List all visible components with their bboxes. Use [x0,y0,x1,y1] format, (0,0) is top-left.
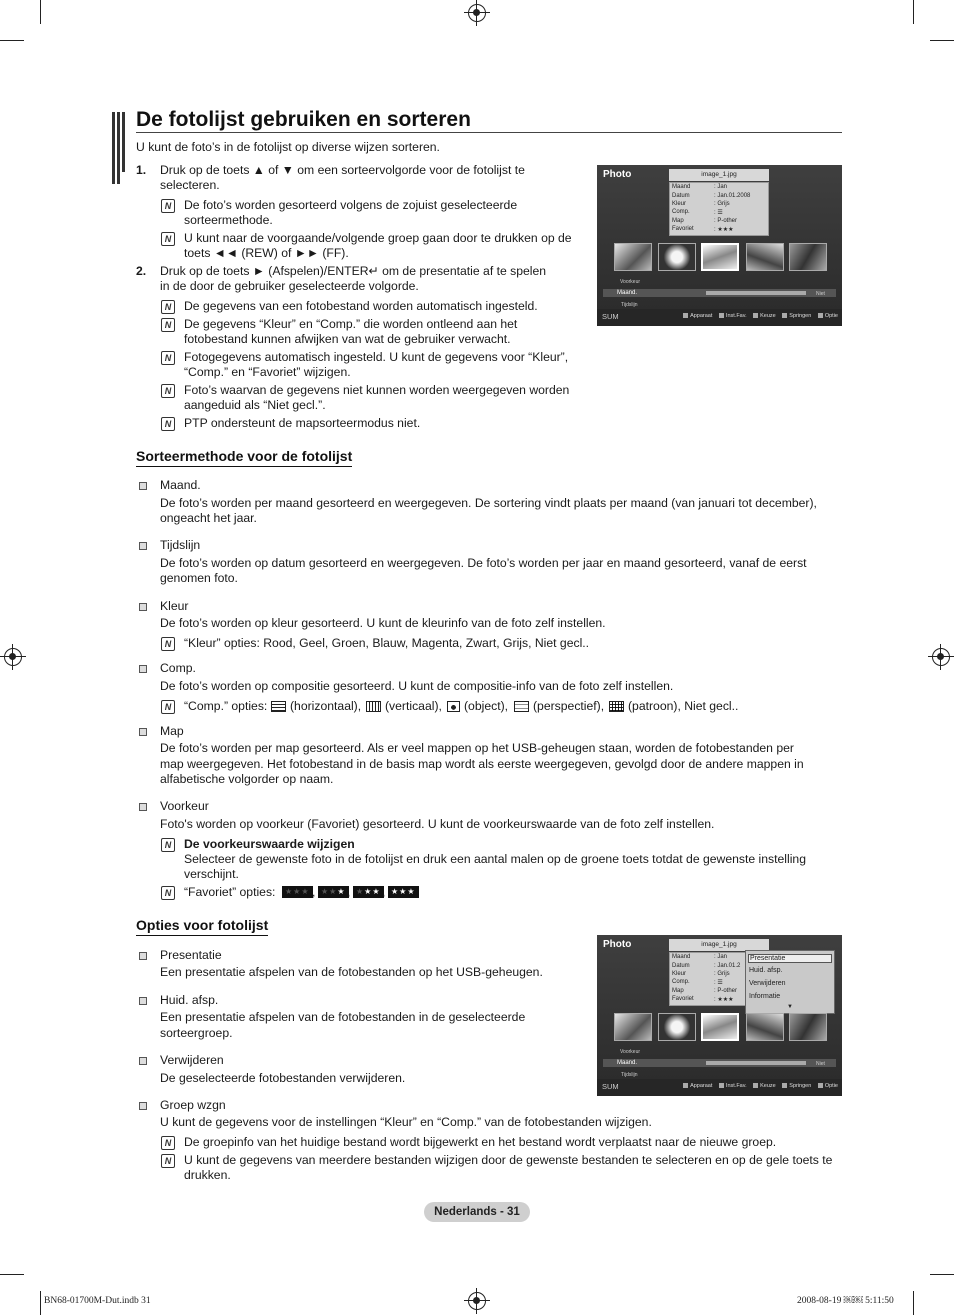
tv-title: Photo [603,169,632,180]
item-text: map weergegeven. Het fotobestand in de basis map wordt als eerste weergegeven, gevolgd door de andere mappen in [160,757,804,771]
crop-mark [0,40,24,41]
item-text: De foto’s worden per maand gesorteerd en weergegeven. De sortering vindt plaats per maand (van januari tot december), [160,496,817,510]
item-name: Map [160,724,184,738]
object-composition-icon [447,701,460,712]
crop-mark [40,1291,41,1315]
note-icon: N [161,637,175,651]
info-value: : P-other [714,218,738,224]
note-icon: N [161,1136,175,1150]
note-text: “Comp.” en “Favoriet” wijzigen. [184,365,351,379]
registration-mark-icon [932,648,950,666]
favorite-rating-1: ★★★ [318,886,349,898]
tv-filename: image_1.jpg [669,939,769,951]
photo-thumbnail[interactable] [746,1013,784,1041]
photo-thumbnail-selected[interactable] [701,1013,739,1041]
crop-mark [0,1274,24,1275]
bullet-square [139,1102,147,1110]
note-text: “Kleur” opties: Rood, Geel, Groen, Blauw, Magenta, Zwart, Grijs, Niet gecl.. [184,636,590,650]
note-text: (object), [464,699,509,713]
note-text: (verticaal), [385,699,442,713]
menu-item-huid-afsp[interactable]: Huid. afsp. [749,967,783,974]
item-text: Een presentatie afspelen van de fotobestanden op het USB-geheugen. [160,965,543,979]
note-text: (horizontaal), [290,699,362,713]
sort-label-current: Maand. [617,1060,638,1066]
info-value: : ☰ [714,210,723,216]
step-text: selecteren. [160,178,220,192]
info-key: Maand [672,184,691,190]
info-value: : Jan.01.2 [714,963,741,969]
step-number: 1. [136,163,147,177]
note-text: sorteermethode. [184,213,273,227]
photo-thumbnail[interactable] [789,1013,827,1041]
info-value: : Jan [714,184,728,190]
crop-mark [930,1274,954,1275]
info-key: Datum [672,193,690,199]
favorite-rating-2: ★★★ [353,886,384,898]
item-name: Maand. [160,478,201,492]
photo-thumbnail[interactable] [746,243,784,271]
sort-bar [603,1059,836,1067]
note-icon: N [161,199,175,213]
item-name: Verwijderen [160,1053,224,1067]
legend-item: Keuze [760,313,776,319]
crop-mark [913,0,914,24]
legend-item: Keuze [760,1083,776,1089]
note-text: Selecteer de gewenste foto in de fotolijst en druk een aantal malen op de groene toets totdat de gewenste instelling [184,852,806,866]
info-value: : ★★★ [714,227,734,233]
title-rule [136,132,842,133]
menu-item-informatie[interactable]: Informatie [749,993,781,1000]
item-text: U kunt de gegevens voor de instellingen “Kleur” en “Comp.” van de fotobestanden wijzigen. [160,1115,652,1129]
note-icon: N [161,300,175,314]
note-text: Foto’s waarvan de gegevens niet kunnen worden weergegeven worden [184,383,570,397]
bullet-square [139,728,147,736]
info-key: Map [672,218,684,224]
perspective-composition-icon [514,701,529,712]
note-text: aangeduid als “Niet gecl.”. [184,398,326,412]
note-icon: N [161,1154,175,1168]
info-key: Maand [672,954,691,960]
tv-screen-photo-list [597,165,842,326]
info-key: Comp. [672,979,690,985]
page-number-badge: Nederlands - 31 [424,1202,530,1222]
note-text: De gegevens van een fotobestand worden automatisch ingesteld. [184,299,538,313]
pattern-composition-icon [609,701,624,712]
item-text: De foto’s worden op kleur gesorteerd. U kunt de kleurinfo van de foto zelf instellen. [160,616,606,630]
note-text: verschijnt. [184,867,239,881]
step-number: 2. [136,264,147,278]
info-key: Kleur [672,201,687,207]
photo-thumbnail[interactable] [658,243,696,271]
item-name: Huid. afsp. [160,993,219,1007]
sort-label-next: Niet [816,1061,825,1067]
sort-bar [603,289,836,297]
note-text: fotobestand kunnen afwijken van wat de gebruiker verwacht. [184,332,511,346]
item-text: genomen foto. [160,571,238,585]
note-icon: N [161,417,175,431]
note-heading: De voorkeurswaarde wijzigen [184,837,355,851]
note-icon: N [161,232,175,246]
note-text: (perspectief), [533,699,605,713]
info-key: Map [672,988,684,994]
note-text: drukken. [184,1168,231,1182]
photo-thumbnail-selected[interactable] [701,243,739,271]
tv-legend [678,1083,838,1089]
legend-item: Springen [789,1083,812,1089]
info-key: Kleur [672,971,687,977]
item-text: De foto’s worden op compositie gesorteerd. U kunt de compositie-info van de foto zelf instellen. [160,679,674,693]
tv-bottom-bar [597,309,842,326]
footer-date-info: 2008-08-19 ￼￼ 5:11:50 [797,1296,894,1306]
note-text: “Comp.” opties: [184,699,268,713]
horizontal-composition-icon [271,701,286,712]
chevron-down-icon[interactable]: ▼ [787,1004,793,1010]
legend-item: Inst.Fav. [725,1083,747,1089]
note-text: De groepinfo van het huidige bestand wordt bijgewerkt en het bestand wordt verplaatst naar de nieuwe groep. [184,1135,777,1149]
section-title: Opties voor fotolijst [136,917,269,933]
tv-screen-options [597,935,842,1096]
sum-label: SUM [602,312,619,321]
legend-item: Inst.Fav. [725,313,747,319]
legend-item: Optie [824,1083,838,1089]
item-name: Comp. [160,661,196,675]
item-text: De foto’s worden per map gesorteerd. Als er veel mappen op het USB-geheugen staan, worden de fotobestanden per [160,741,794,755]
info-value: : Jan [714,954,728,960]
sort-label-next: Niet [816,291,825,297]
photo-thumbnail[interactable] [614,243,652,271]
favorite-rating-0: ★★★ [282,886,313,898]
item-name: Groep wzgn [160,1098,226,1112]
legend-item: Springen [789,313,812,319]
photo-thumbnail[interactable] [614,1013,652,1041]
tv-legend [678,313,838,319]
crop-mark [930,40,954,41]
note-icon: N [161,838,175,852]
legend-item: Apparaat [690,1083,713,1089]
intro-text: U kunt de foto’s in de fotolijst op diverse wijzen sorteren. [136,140,440,154]
sort-label: Tijdslijn [621,302,638,308]
tv-bottom-bar [597,1079,842,1096]
separator: , [312,885,316,899]
options-menu[interactable] [745,950,835,1014]
note-text: (patroon), Niet gecl.. [628,699,739,713]
sort-label: Voorkeur [620,1049,641,1055]
info-key: Favoriet [672,226,694,232]
footer-file-info: BN68-01700M-Dut.indb 31 [44,1296,151,1306]
item-name: Kleur [160,599,189,613]
note-text: U kunt naar de voorgaande/volgende groep gaan door te drukken op de [184,231,572,245]
tv-info-panel [669,182,769,236]
favorite-rating-3: ★★★ [388,886,419,898]
sum-label: SUM [602,1082,619,1091]
note-text: Fotogegevens automatisch ingesteld. U kunt de gegevens voor “Kleur”, [184,350,569,364]
legend-item: Optie [824,313,838,319]
step-text: in de door de gebruiker geselecteerde volgorde. [160,279,419,293]
crop-mark [40,0,41,24]
sort-label: Tijdslijn [621,1072,638,1078]
registration-mark-icon [468,4,486,22]
bullet-square [139,665,147,673]
note-text: toets ◄◄ (REW) of ►► (FF). [184,246,349,260]
note-icon: N [161,318,175,332]
info-value: : Grijs [714,971,730,977]
item-text: ongeacht het jaar. [160,511,257,525]
section-title: Sorteermethode voor de fotolijst [136,448,353,464]
info-key: Favoriet [672,996,694,1002]
note-icon: N [161,351,175,365]
info-value: : ★★★ [714,997,734,1003]
item-text: Een presentatie afspelen van de fotobestanden in de geselecteerde [160,1010,526,1024]
note-text: PTP ondersteunt de mapsorteermodus niet. [184,416,421,430]
bullet-square [139,952,147,960]
legend-item: Apparaat [690,313,713,319]
item-name: Voorkeur [160,799,209,813]
separator: , [382,885,386,899]
step-text: Druk op de toets ► (Afspelen)/ENTER↵ om de presentatie af te spelen [160,264,547,278]
registration-mark-icon [4,648,22,666]
sort-label-current: Maand. [617,290,638,296]
info-value: : Jan.01.2008 [714,193,751,199]
menu-item-presentatie[interactable]: Presentatie [748,954,832,963]
info-key: Comp. [672,209,690,215]
crop-mark [913,1291,914,1315]
item-name: Presentatie [160,948,222,962]
page-title: De fotolijst gebruiken en sorteren [136,108,471,131]
note-text: De gegevens “Kleur” en “Comp.” die worden ontleend aan het [184,317,518,331]
tv-filename: image_1.jpg [669,169,769,181]
vertical-composition-icon [366,701,381,712]
separator: , [347,885,351,899]
sort-label: Voorkeur [620,279,641,285]
bullet-square [139,803,147,811]
item-text: De geselecteerde fotobestanden verwijderen. [160,1071,406,1085]
bullet-square [139,1057,147,1065]
info-value: : ☰ [714,980,723,986]
info-key: Datum [672,963,690,969]
note-icon: N [161,700,175,714]
photo-thumbnail[interactable] [789,243,827,271]
item-text: sorteergroep. [160,1026,233,1040]
registration-mark-icon [468,1292,486,1310]
bullet-square [139,997,147,1005]
item-text: alfabetische volgorder op naam. [160,772,334,786]
note-icon: N [161,384,175,398]
note-icon: N [161,886,175,900]
item-text: Foto's worden op voorkeur (Favoriet) gesorteerd. U kunt de voorkeurswaarde van de foto zelf instellen. [160,817,715,831]
note-text: “Favoriet” opties: [184,885,276,899]
step-text: Druk op de toets ▲ of ▼ om een sorteervolgorde voor de fotolijst te [160,163,525,177]
info-value: : P-other [714,988,738,994]
bullet-square [139,482,147,490]
item-name: Tijdslijn [160,538,201,552]
bullet-square [139,603,147,611]
menu-item-verwijderen[interactable]: Verwijderen [749,980,786,987]
photo-thumbnail[interactable] [658,1013,696,1041]
note-text: De foto’s worden gesorteerd volgens de zojuist geselecteerde [184,198,518,212]
info-value: : Grijs [714,201,730,207]
item-text: De foto’s worden op datum gesorteerd en weergegeven. De foto’s worden per jaar en maand gesorteerd, vanaf de eerst [160,556,807,570]
tv-title: Photo [603,939,632,950]
note-text: U kunt de gegevens van meerdere bestanden wijzigen door de gewenste bestanden te selecteren en op de gele toets te [184,1153,833,1167]
bullet-square [139,542,147,550]
